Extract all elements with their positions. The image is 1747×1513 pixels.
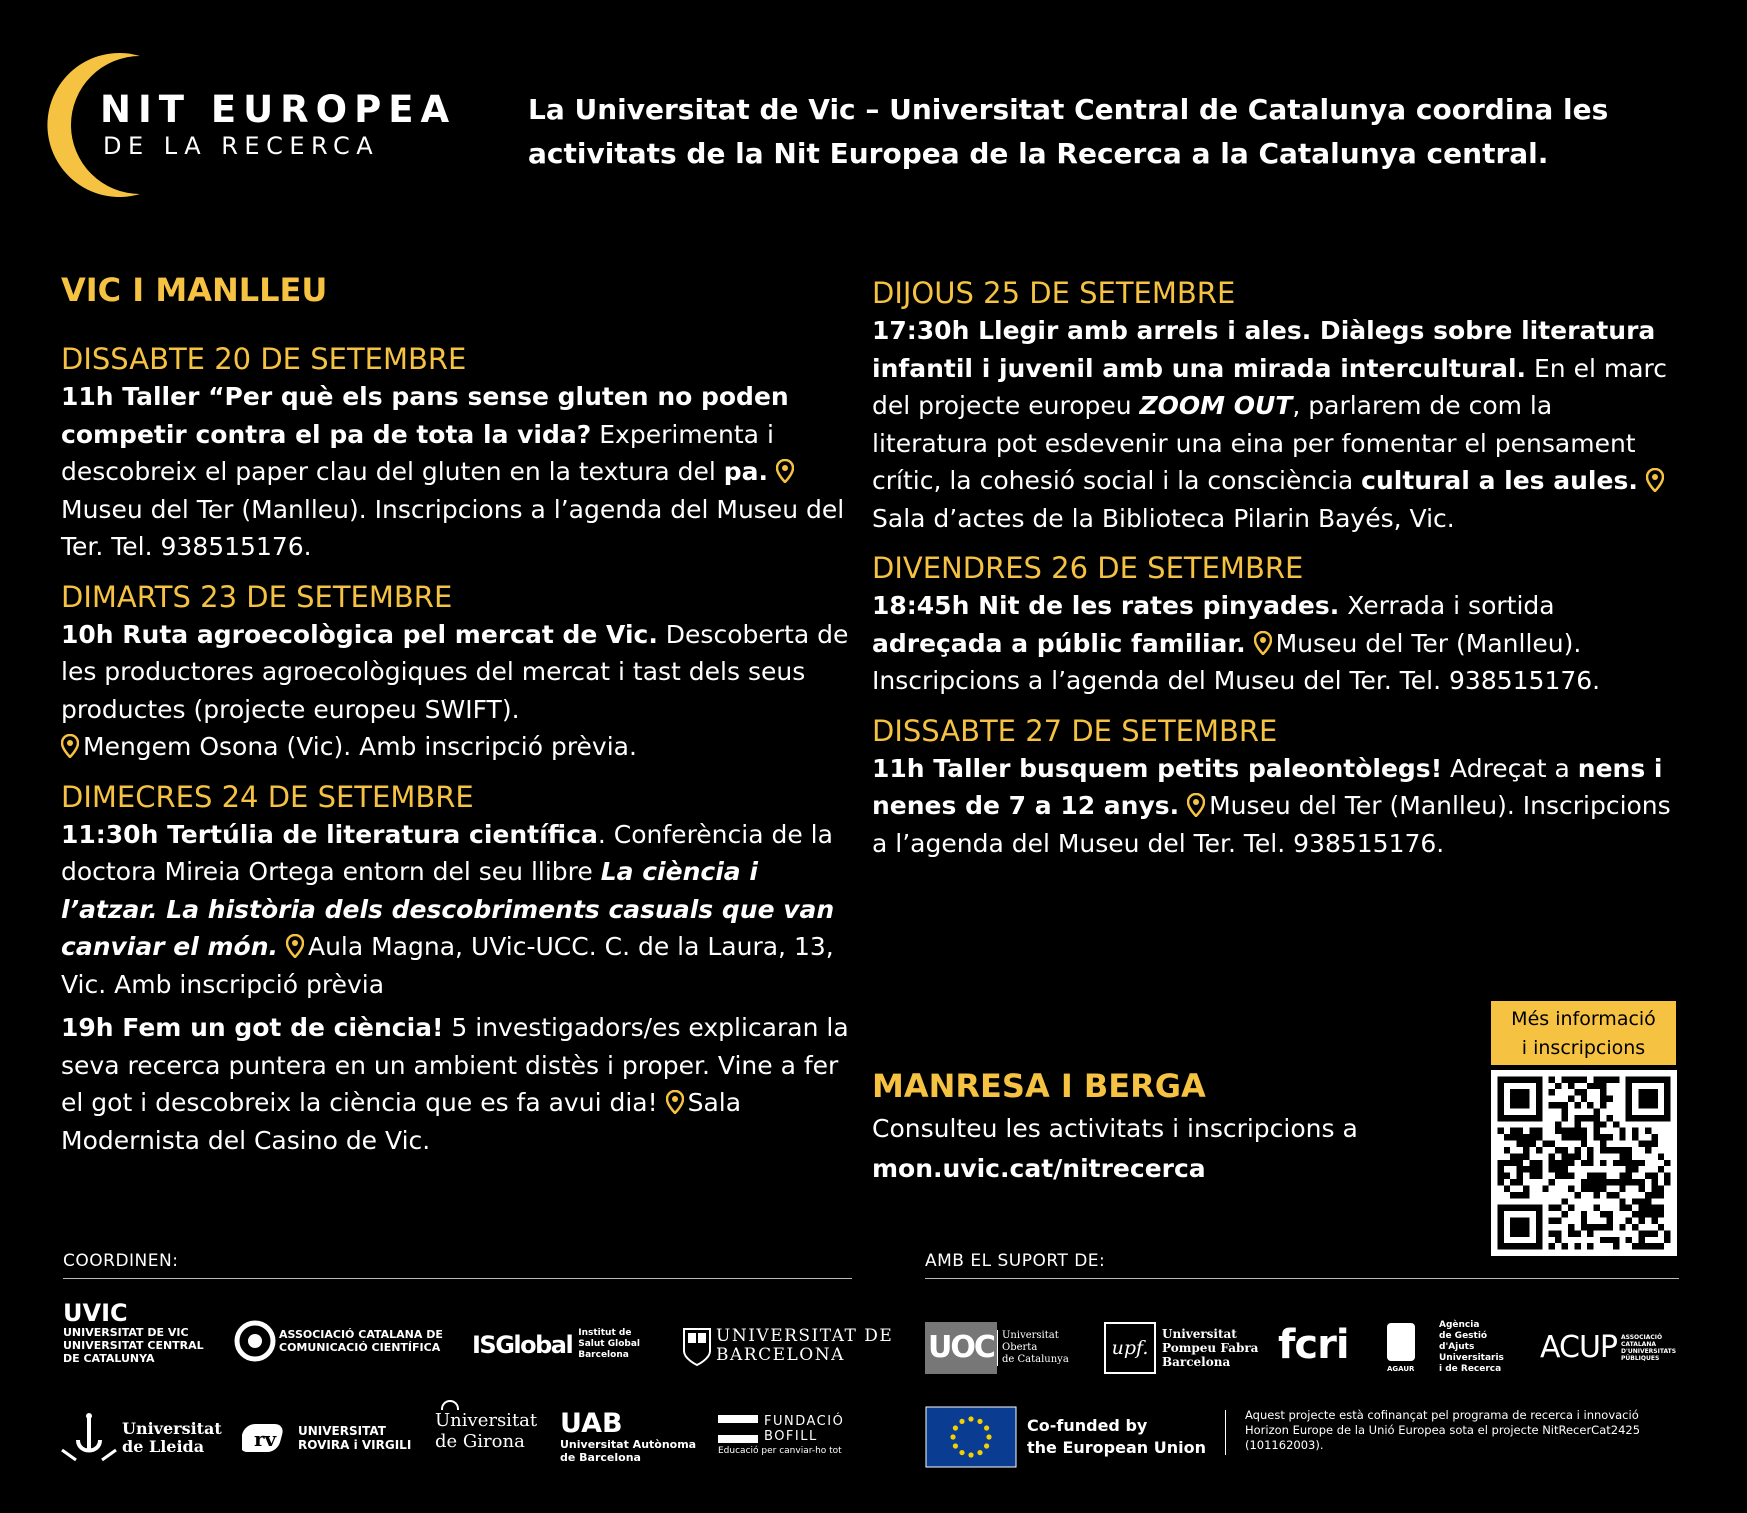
region-title-manresa: MANRESA I BERGA: [872, 1067, 1206, 1105]
isglobal-logo-title: ISGlobal: [472, 1330, 573, 1359]
day-heading: DISSABTE 20 DE SETEMBRE: [61, 342, 467, 376]
bofill-logo: [718, 1414, 844, 1456]
right-column: [872, 270, 1672, 862]
event-item: [872, 587, 1672, 700]
event-title-end: adreçada a públic familiar.: [872, 628, 1246, 658]
accc-logo-text: ASSOCIACIÓ CATALANA DE COMUNICACIÓ CIENTÍFICA: [279, 1328, 443, 1354]
day-heading: DIVENDRES 26 DE SETEMBRE: [872, 551, 1304, 585]
bofill-bars-icon: [718, 1415, 758, 1443]
location-pin-icon: [1254, 631, 1272, 655]
coordinate-label: COORDINEN:: [63, 1251, 179, 1271]
udg-logo-text: Universitat de Girona: [435, 1410, 538, 1452]
event-title: 18:45h Nit de les rates pinyades.: [872, 591, 1340, 620]
uoc-logo: [925, 1322, 1069, 1374]
udg-arch-icon: [441, 1400, 459, 1410]
divider: [925, 1278, 1679, 1279]
divider: [1225, 1410, 1226, 1455]
agaur-logo: [1387, 1320, 1504, 1375]
upf-logo-text: Universitat Pompeu Fabra Barcelona: [1162, 1327, 1259, 1369]
event-item: [872, 750, 1672, 863]
uoc-logo-mark: UOC: [925, 1322, 997, 1374]
agaur-acronym: AGAUR: [1387, 1364, 1415, 1373]
more-info-badge: [1491, 1001, 1676, 1065]
ub-logo-text: UNIVERSITAT DE BARCELONA: [716, 1326, 894, 1365]
eu-star: [959, 1419, 964, 1424]
more-info-line2: i inscripcions: [1521, 1037, 1646, 1059]
event-title-end: cultural a les aules.: [1361, 466, 1638, 495]
event-title: 11h Taller busquem petits paleontòlegs!: [872, 753, 1443, 783]
svg-text:rv: rv: [254, 1427, 277, 1451]
event-description: . Conferència de la doctora Mireia Ortega entorn del seu llibre: [61, 819, 833, 886]
bofill-tagline: Educació per canviar-ho tot: [718, 1446, 842, 1456]
eu-star: [986, 1434, 991, 1439]
logo-title: NIT EUROPEA: [100, 88, 457, 131]
event-description: En el marc del projecte europeu: [872, 353, 1667, 420]
logo-subtitle: DE LA RECERCA: [103, 132, 380, 160]
event-item: [61, 378, 851, 566]
eu-star: [950, 1434, 955, 1439]
event-item: [61, 616, 851, 766]
day-heading: DIMECRES 24 DE SETEMBRE: [61, 779, 474, 814]
eu-star: [977, 1419, 982, 1424]
day-heading: DISSABTE 27 DE SETEMBRE: [872, 713, 1278, 748]
eu-star: [984, 1425, 989, 1430]
event-title: 10h Ruta agroecològica pel mercat de Vic.: [61, 619, 658, 649]
acup-logo: [1540, 1330, 1676, 1365]
left-column: [61, 270, 851, 1159]
eu-star: [977, 1450, 982, 1455]
urv-emblem-icon: [242, 1420, 292, 1456]
support-label: AMB EL SUPORT DE:: [925, 1251, 1106, 1271]
event-location: Sala d’actes de la Biblioteca Pilarin Bayés, Vic.: [872, 503, 1455, 533]
udl-logo: [56, 1410, 222, 1466]
location-pin-icon: [1646, 468, 1664, 492]
event-description: Adreçat a: [1442, 753, 1578, 783]
acup-logo-text: ASSOCIACIÓ CATALANA D'UNIVERSITATS PÚBLIQUES: [1621, 1333, 1677, 1362]
upf-logo-mark: upf.: [1104, 1322, 1156, 1374]
isglobal-logo-text: Institut de Salut Global Barcelona: [578, 1328, 640, 1360]
upf-logo: [1104, 1322, 1258, 1374]
udl-logo-text: Universitat de Lleida: [122, 1419, 222, 1456]
agaur-logo-text: Agència de Gestió d'Ajuts Universitaris i de Recerca: [1439, 1320, 1504, 1374]
event-description: Experimenta i descobreix el paper clau del gluten en la textura del: [61, 419, 774, 486]
event-title: 19h Fem un got de ciència!: [61, 1013, 444, 1042]
divider: [63, 1278, 852, 1279]
day-heading: DIMARTS 23 DE SETEMBRE: [61, 579, 453, 614]
eu-funding-note: Aquest projecte està cofinançat pel programa de recerca i innovació Horizon Europe de la Unió Europea sota el projecte NitRecerCat2425 (101162003).: [1245, 1408, 1641, 1452]
event-location: Museu del Ter (Manlleu). Inscripcions a l’agenda del Museu del Ter. Tel. 938515176.: [872, 628, 1601, 695]
event-location: Museu del Ter (Manlleu). Inscripcions a l’agenda del Museu del Ter. Tel. 938515176.: [61, 494, 845, 561]
event-location: Aula Magna, UVic-UCC. C. de la Laura, 13, Vic. Amb inscripció prèvia: [61, 932, 834, 999]
qr-code-image: [1491, 1070, 1677, 1256]
location-pin-icon: [61, 734, 79, 758]
event-description: Descoberta de les productores agroecològiques del mercat i tast dels seus productes (projecte europeu SWIFT).: [61, 619, 849, 724]
udl-emblem-icon: [56, 1410, 122, 1466]
book-title: La ciència i l’atzar. La història dels descobriments casuals que van canviar el món.: [61, 857, 835, 961]
day-heading: DIJOUS 25 DE SETEMBRE: [872, 276, 1236, 310]
uvic-logo-text: UNIVERSITAT DE VIC UNIVERSITAT CENTRAL DE CATALUNYA: [63, 1326, 204, 1365]
eu-flag-icon: [925, 1406, 1017, 1468]
location-pin-icon: [1187, 793, 1205, 817]
eu-star: [953, 1443, 958, 1448]
event-title: 11h Taller “Per què els pans sense gluten no poden competir contra el pa de tota la vida?: [61, 382, 789, 449]
event-title-end: pa.: [723, 457, 769, 486]
event-location: Sala Modernista del Casino de Vic.: [61, 1088, 742, 1155]
event-item: [872, 312, 1672, 537]
fcri-logo: fcri: [1278, 1322, 1349, 1368]
uvic-logo: [63, 1300, 204, 1365]
project-name: ZOOM OUT: [1139, 391, 1293, 420]
eu-star: [953, 1425, 958, 1430]
event-location: Museu del Ter (Manlleu). Inscripcions a l’agenda del Museu del Ter. Tel. 938515176.: [872, 791, 1671, 858]
intro-text: La Universitat de Vic – Universitat Central de Catalunya coordina les activitats de la Nit Europea de la Recerca a la Catalunya central.: [528, 93, 1609, 170]
event-title-end: nens i nenes de 7 a 12 anys.: [872, 753, 1663, 820]
event-item: [61, 816, 851, 1004]
uvic-logo-title: UVIC: [63, 1299, 128, 1327]
event-item: [61, 1009, 851, 1159]
bofill-logo-text: FUNDACIÓ BOFILL: [764, 1414, 845, 1444]
eu-star: [968, 1452, 973, 1457]
agaur-logo-mark: [1387, 1323, 1439, 1373]
eu-cofunded-text: Co-funded by the European Union: [1027, 1416, 1206, 1457]
eu-star: [984, 1443, 989, 1448]
acup-logo-mark: ACUP: [1540, 1330, 1617, 1365]
uab-logo: [560, 1410, 696, 1464]
event-description: 5 investigadors/es explicaran la seva recerca puntera en un ambient distès i proper. Vine a fer el got i descobreix la ciència que es fa avui dia!: [61, 1013, 849, 1117]
event-location: Mengem Osona (Vic). Amb inscripció prèvia.: [83, 732, 637, 761]
location-pin-icon: [666, 1090, 684, 1114]
isglobal-logo: [472, 1328, 640, 1361]
ub-logo: [682, 1325, 893, 1367]
nit-europea-logo: [45, 50, 465, 200]
udg-logo: [435, 1400, 537, 1452]
more-info-line1: Més informació: [1511, 1008, 1656, 1030]
uab-logo-title: UAB: [560, 1408, 623, 1439]
event-description-cont: , parlarem de com la literatura pot esdevenir una eina per fomentar el pensament crític, la cohesió social i la consciència: [872, 391, 1636, 495]
event-title: 11:30h Tertúlia de literatura científica: [61, 819, 598, 849]
uoc-logo-text: Universitat Oberta de Catalunya: [997, 1330, 1069, 1366]
event-title: 17:30h Llegir amb arrels i ales. Diàlegs sobre literatura infantil i juvenil amb una mirada intercultural.: [872, 316, 1656, 383]
eu-cofunded-logo: [925, 1406, 1206, 1468]
uab-logo-text: Universitat Autònoma de Barcelona: [560, 1438, 697, 1464]
event-description: Xerrada i sortida: [1339, 591, 1555, 620]
location-pin-icon: [776, 459, 794, 483]
eu-star: [959, 1450, 964, 1455]
region-title: VIC I MANLLEU: [61, 271, 328, 309]
location-pin-icon: [286, 934, 304, 958]
urv-logo: [242, 1420, 411, 1456]
qr-code[interactable]: [1491, 1070, 1677, 1256]
urv-logo-text: UNIVERSITAT ROVIRA i VIRGILI: [298, 1424, 412, 1452]
eu-star: [968, 1416, 973, 1421]
accc-logo: [234, 1320, 443, 1362]
ub-shield-icon: [682, 1325, 712, 1367]
accc-emblem-icon: [234, 1320, 276, 1362]
consult-text: Consulteu les activitats i inscripcions a: [872, 1114, 1358, 1143]
info-url-link[interactable]: mon.uvic.cat/nitrecerca: [872, 1154, 1206, 1183]
